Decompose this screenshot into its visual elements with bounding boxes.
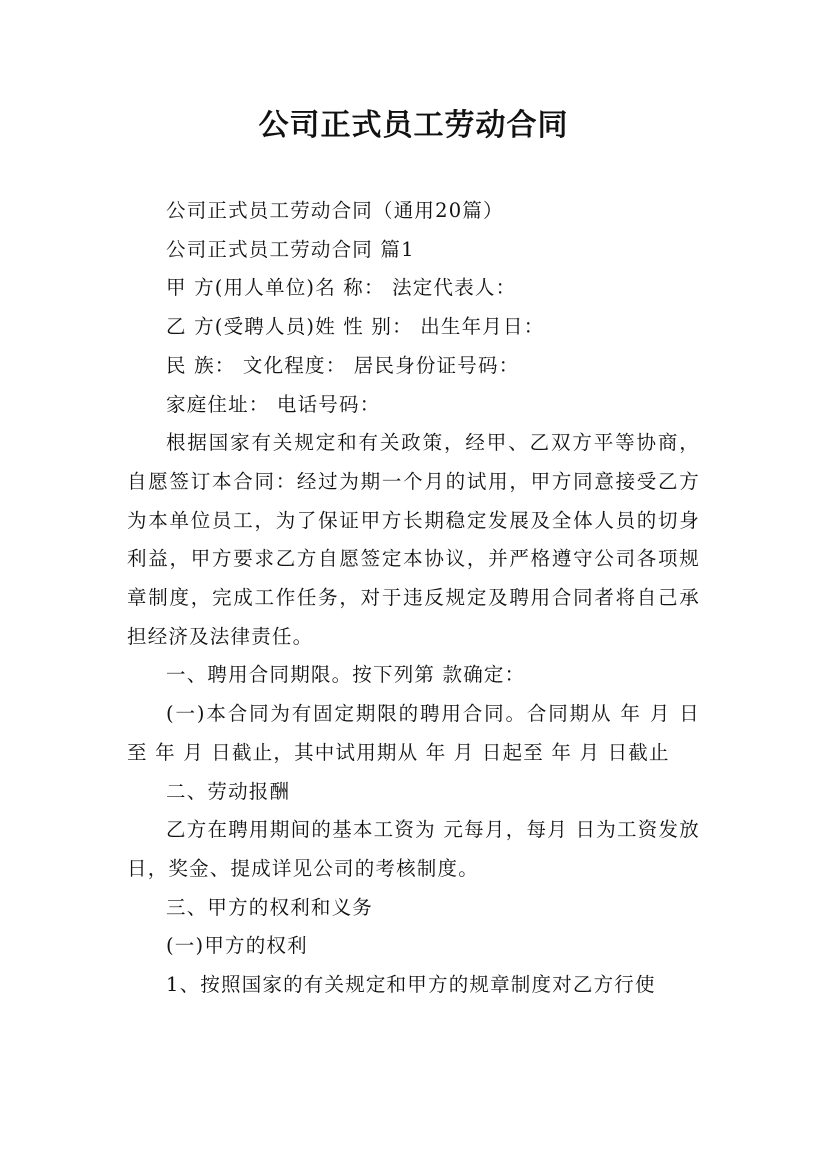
paragraph-rights-item-1: 1、按照国家的有关规定和甲方的规章制度对乙方行使 xyxy=(166,973,656,997)
document-body xyxy=(127,192,700,1005)
paragraph-address: 家庭住址： 电话号码： xyxy=(166,392,381,416)
document-title: 公司正式员工劳动合同 xyxy=(258,108,569,143)
paragraph-party-a: 甲 方(用人单位)名 称： 法定代表人： xyxy=(166,276,517,300)
paragraph-term: (一)本合同为有固定期限的聘用合同。合同期从 年 月 日至 年 月 日截止，其中试用期从 年 月 日起至 年 月 日截止 xyxy=(127,702,700,764)
paragraph-party-b: 乙 方(受聘人员)姓 性 别： 出生年月日： xyxy=(166,315,545,339)
paragraph-section-2: 二、劳动报酬 xyxy=(166,779,291,803)
paragraph-rights-heading: (一)甲方的权利 xyxy=(166,934,308,958)
paragraph-ethnicity: 民 族： 文化程度： 居民身份证号码： xyxy=(166,353,520,377)
paragraph-salary: 乙方在聘用期间的基本工资为 元每月，每月 日为工资发放日，奖金、提成详见公司的考核制度。 xyxy=(127,818,700,880)
paragraph-section-3: 三、甲方的权利和义务 xyxy=(166,895,374,919)
paragraph-preamble: 根据国家有关规定和有关政策，经甲、乙双方平等协商，自愿签订本合同：经过为期一个月的试用，甲方同意接受乙方为本单位员工，为了保证甲方长期稳定发展及全体人员的切身利益，甲方要求乙方自愿签定本协议，并严格遵守公司各项规章制度，完成工作任务，对于违反规定及聘用合同者将自己承担经济及法律责任。 xyxy=(127,431,700,648)
paragraph-subtitle: 公司正式员工劳动合同（通用20篇） xyxy=(166,199,504,222)
paragraph-section-1: 一、聘用合同期限。按下列第 款确定： xyxy=(166,663,526,687)
paragraph-article-heading: 公司正式员工劳动合同 篇1 xyxy=(166,237,415,261)
